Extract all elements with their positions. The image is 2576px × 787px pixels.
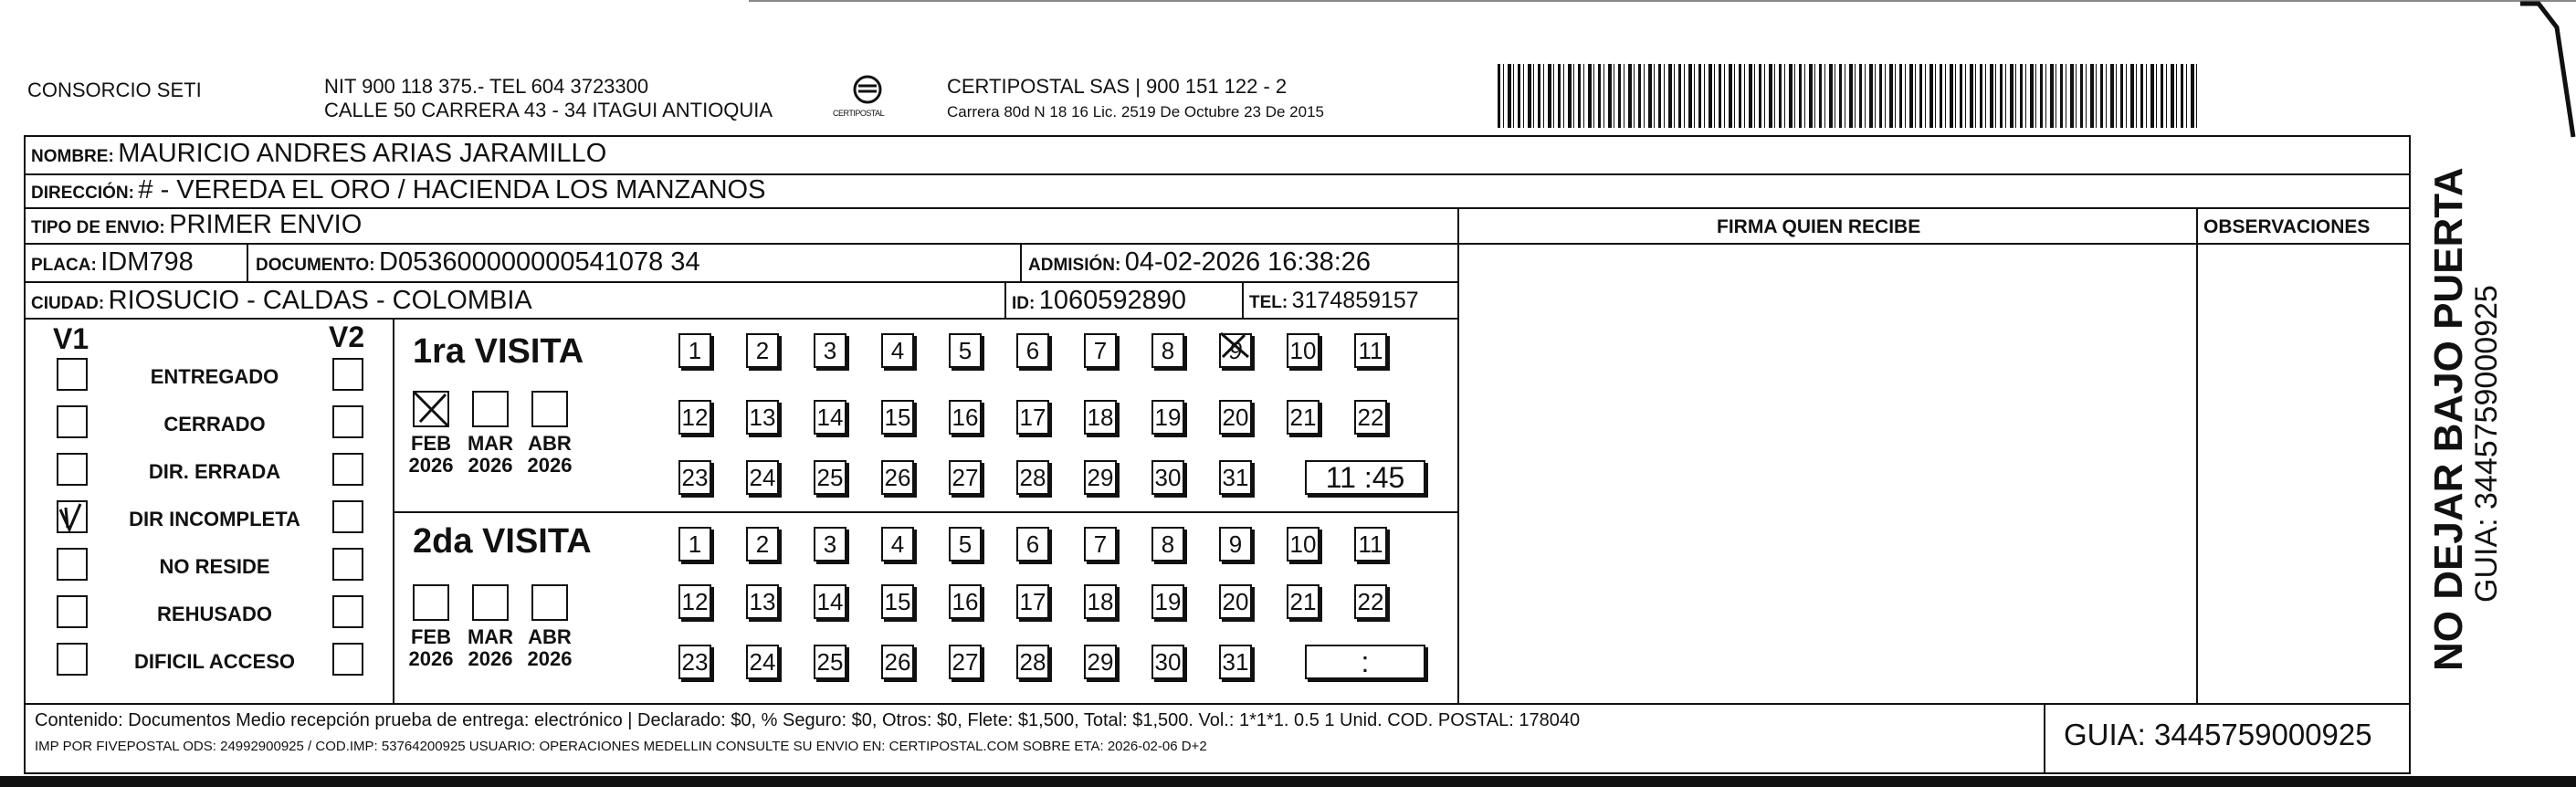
reason-label: CERRADO (163, 413, 266, 435)
vline-admision (1020, 245, 1022, 283)
rule-6 (393, 511, 1459, 513)
scan-edge-bottom (0, 776, 2576, 787)
day-box[interactable]: 31 (1219, 460, 1252, 495)
v1-checkbox[interactable] (57, 548, 88, 581)
day-box[interactable]: 13 (746, 584, 779, 619)
certipostal-logo (831, 73, 904, 124)
day-box[interactable]: 14 (814, 400, 846, 435)
vline-placa (247, 245, 248, 283)
day-box[interactable]: 28 (1016, 460, 1049, 495)
v1-label: V1 (53, 322, 89, 355)
month-label (404, 433, 458, 477)
day-box[interactable]: 21 (1287, 584, 1320, 619)
month-year: 2026 (468, 453, 513, 477)
day-box[interactable]: 22 (1354, 584, 1387, 619)
check-mark-icon (57, 500, 88, 533)
rule-5 (24, 318, 1459, 320)
month-year: 2026 (408, 646, 454, 670)
documento-value: D053600000000541078 34 (379, 247, 700, 277)
day-box[interactable]: 25 (814, 460, 846, 495)
tipo-label: TIPO DE ENVIO: (31, 218, 165, 237)
tipo-row (31, 212, 362, 238)
day-box[interactable]: 20 (1219, 400, 1252, 435)
day-box[interactable]: 20 (1219, 584, 1252, 619)
day-box[interactable]: 21 (1287, 400, 1320, 435)
v2-label: V2 (329, 320, 365, 353)
month-checkbox[interactable] (472, 391, 509, 427)
day-box[interactable]: 17 (1016, 400, 1049, 435)
day-box[interactable]: 26 (881, 645, 914, 679)
day-box[interactable]: 11 (1354, 333, 1387, 368)
day-box[interactable]: 12 (678, 400, 711, 435)
ciudad-row (31, 288, 532, 314)
day-box[interactable]: 5 (949, 333, 982, 368)
vline-id (1004, 283, 1006, 320)
admision-label: ADMISIÓN: (1028, 256, 1121, 275)
scan-edge-top (749, 0, 2576, 2)
documento-label: DOCUMENTO: (256, 256, 375, 275)
rule-4 (24, 281, 1459, 283)
v1-checkbox[interactable] (57, 405, 88, 438)
observaciones-label: OBSERVACIONES (2203, 216, 2371, 237)
month-name: FEB (411, 625, 451, 648)
reason-label: REHUSADO (157, 603, 272, 625)
day-box[interactable]: 30 (1151, 645, 1184, 679)
month-label (404, 626, 458, 670)
admision-value: 04-02-2026 16:38:26 (1124, 247, 1372, 277)
day-box[interactable]: 26 (881, 460, 914, 495)
day-box[interactable]: 29 (1084, 460, 1117, 495)
v2-checkbox[interactable] (332, 453, 363, 486)
day-box[interactable]: 3 (814, 527, 846, 561)
v2-checkbox[interactable] (332, 548, 363, 581)
vline-guia (2044, 703, 2045, 774)
day-box[interactable]: 1 (678, 333, 711, 368)
side-no-dejar: NO DEJAR BAJO PUERTA (2426, 167, 2471, 671)
carrier-address: Carrera 80d N 18 16 Lic. 2519 De Octubre 23 De 2015 (947, 103, 1324, 121)
reason-label: DIFICIL ACCESO (133, 650, 295, 673)
reason-label: DIR INCOMPLETA (129, 508, 300, 530)
direccion-value: # - VEREDA EL ORO / HACIENDA LOS MANZANOS (138, 175, 766, 205)
vline-tel (1242, 283, 1244, 320)
day-box[interactable]: 8 (1151, 333, 1184, 368)
day-box[interactable]: 29 (1084, 645, 1117, 679)
rule-7 (24, 703, 2411, 705)
month-year: 2026 (527, 646, 573, 670)
time-box[interactable]: 11 :45 (1305, 460, 1425, 495)
month-checkbox[interactable] (413, 391, 449, 427)
footer-content-line: Contenido: Documentos Medio recepción prueba de entrega: electrónico | Declarado: $0, % Seguro: $0, Otros: $0, Flete: $1,500, Total: $1,500. Vol.: 1*1*1. 0.5 1 Unid. COD. POSTAL: 178040 (35, 710, 1581, 730)
month-name: ABR (528, 432, 572, 455)
day-box[interactable]: 4 (881, 333, 914, 368)
day-box[interactable]: 9 (1219, 333, 1252, 368)
v2-checkbox[interactable] (332, 358, 363, 391)
direccion-row (31, 177, 765, 204)
reason-label: DIR. ERRADA (148, 460, 281, 483)
day-mark-icon (1217, 330, 1254, 366)
certipostal-logo-icon (831, 73, 904, 110)
day-box[interactable]: 22 (1354, 400, 1387, 435)
v2-checkbox[interactable] (332, 405, 363, 438)
reason-label: NO RESIDE (159, 555, 270, 578)
nombre-row (31, 141, 606, 167)
ciudad-label: CIUDAD: (31, 294, 105, 313)
company-name: CONSORCIO SETI (27, 79, 202, 101)
id-label: ID: (1012, 294, 1036, 313)
v2-checkbox[interactable] (332, 643, 363, 676)
v1-checkbox[interactable] (57, 358, 88, 391)
day-box[interactable]: 15 (881, 584, 914, 619)
day-box[interactable]: 1 (678, 527, 711, 561)
admision-row (1028, 249, 1371, 276)
month-label (463, 433, 518, 477)
day-box[interactable]: 24 (746, 645, 779, 679)
day-box[interactable]: 9 (1219, 527, 1252, 561)
side-guia: GUIA: 3445759000925 (2469, 285, 2504, 603)
v1-checkbox[interactable] (57, 453, 88, 486)
v1-checkbox[interactable] (57, 595, 88, 628)
day-box[interactable]: 24 (746, 460, 779, 495)
day-box[interactable]: 25 (814, 645, 846, 679)
day-box[interactable]: 6 (1016, 333, 1049, 368)
month-label (463, 626, 518, 670)
company-address-line: CALLE 50 CARRERA 43 - 34 ITAGUI ANTIOQUIA (324, 99, 773, 121)
day-box[interactable]: 2 (746, 527, 779, 561)
day-box[interactable]: 16 (949, 584, 982, 619)
month-checkbox[interactable] (531, 391, 568, 427)
vline-firma (1457, 207, 1459, 705)
day-box[interactable]: 4 (881, 527, 914, 561)
day-box[interactable]: 31 (1219, 645, 1252, 679)
direccion-label: DIRECCIÓN: (31, 184, 134, 203)
day-box[interactable]: 18 (1084, 584, 1117, 619)
cross-mark-icon (413, 391, 449, 427)
tipo-value: PRIMER ENVIO (169, 210, 363, 239)
day-box[interactable]: 10 (1287, 527, 1320, 561)
placa-value: IDM798 (100, 247, 194, 277)
day-box[interactable]: 23 (678, 460, 711, 495)
footer-imp-line: IMP POR FIVEPOSTAL ODS: 24992900925 / COD.IMP: 53764200925 USUARIO: OPERACIONES MEDELLIN CONSULTE SU ENVIO EN: CERTIPOSTAL.COM SOBRE ETA: 2026-02-06 D+2 (35, 739, 1207, 754)
day-box[interactable]: 30 (1151, 460, 1184, 495)
month-year: 2026 (408, 453, 454, 477)
v1-checkbox[interactable] (57, 643, 88, 676)
day-box[interactable]: 7 (1084, 333, 1117, 368)
month-year: 2026 (527, 453, 573, 477)
v2-checkbox[interactable] (332, 595, 363, 628)
month-name: ABR (528, 625, 572, 648)
day-box[interactable]: 23 (678, 645, 711, 679)
reason-label: ENTREGADO (150, 365, 279, 388)
documento-row (256, 249, 700, 276)
month-checkbox[interactable] (413, 584, 449, 621)
tel-value: 3174859157 (1291, 288, 1419, 313)
day-box[interactable]: 27 (949, 645, 982, 679)
rule-3 (24, 243, 2411, 245)
day-box[interactable]: 15 (881, 400, 914, 435)
month-checkbox[interactable] (531, 584, 568, 621)
month-checkbox[interactable] (472, 584, 509, 621)
month-name: MAR (467, 625, 514, 648)
firma-label: FIRMA QUIEN RECIBE (1717, 216, 1921, 237)
certipostal-logo-text: CERTIPOSTAL (833, 109, 885, 118)
barcode (1498, 64, 2201, 128)
day-box[interactable]: 11 (1354, 527, 1387, 561)
placa-label: PLACA: (31, 256, 97, 275)
day-box[interactable]: 19 (1151, 400, 1184, 435)
day-box[interactable]: 27 (949, 460, 982, 495)
v2-checkbox[interactable] (332, 500, 363, 533)
tel-label: TEL: (1249, 293, 1288, 312)
day-box[interactable]: 5 (949, 527, 982, 561)
day-box[interactable]: 6 (1016, 527, 1049, 561)
time-box[interactable]: : (1305, 645, 1425, 679)
day-box[interactable]: 28 (1016, 645, 1049, 679)
vline-observ (2196, 207, 2198, 705)
day-box[interactable]: 13 (746, 400, 779, 435)
month-label (522, 433, 577, 477)
month-year: 2026 (468, 646, 513, 670)
day-box[interactable]: 14 (814, 584, 846, 619)
scan-edge-corner (2520, 0, 2576, 155)
day-box[interactable]: 16 (949, 400, 982, 435)
id-value: 1060592890 (1038, 286, 1187, 315)
footer-guia: GUIA: 3445759000925 (2064, 718, 2372, 751)
month-label (522, 626, 577, 670)
day-box[interactable]: 10 (1287, 333, 1320, 368)
rule-2 (24, 207, 2411, 209)
day-box[interactable]: 17 (1016, 584, 1049, 619)
month-name: MAR (467, 432, 514, 455)
nombre-value: MAURICIO ANDRES ARIAS JARAMILLO (118, 139, 607, 168)
id-row (1012, 288, 1186, 314)
v1-checkbox[interactable] (57, 500, 88, 533)
visita1-title: 1ra VISITA (413, 332, 584, 371)
company-nit-line: NIT 900 118 375.- TEL 604 3723300 (324, 75, 649, 98)
nombre-label: NOMBRE: (31, 147, 114, 166)
day-box[interactable]: 3 (814, 333, 846, 368)
day-box[interactable]: 2 (746, 333, 779, 368)
ciudad-value: RIOSUCIO - CALDAS - COLOMBIA (108, 286, 532, 315)
carrier-line: CERTIPOSTAL SAS | 900 151 122 - 2 (947, 75, 1288, 98)
day-box[interactable]: 18 (1084, 400, 1117, 435)
visita2-title: 2da VISITA (413, 522, 592, 561)
placa-row (31, 249, 194, 276)
day-box[interactable]: 7 (1084, 527, 1117, 561)
month-name: FEB (411, 432, 451, 455)
day-box[interactable]: 19 (1151, 584, 1184, 619)
vline-visit (393, 320, 394, 705)
day-box[interactable]: 8 (1151, 527, 1184, 561)
day-box[interactable]: 12 (678, 584, 711, 619)
tel-row (1249, 289, 1419, 312)
form-frame (24, 135, 2411, 774)
